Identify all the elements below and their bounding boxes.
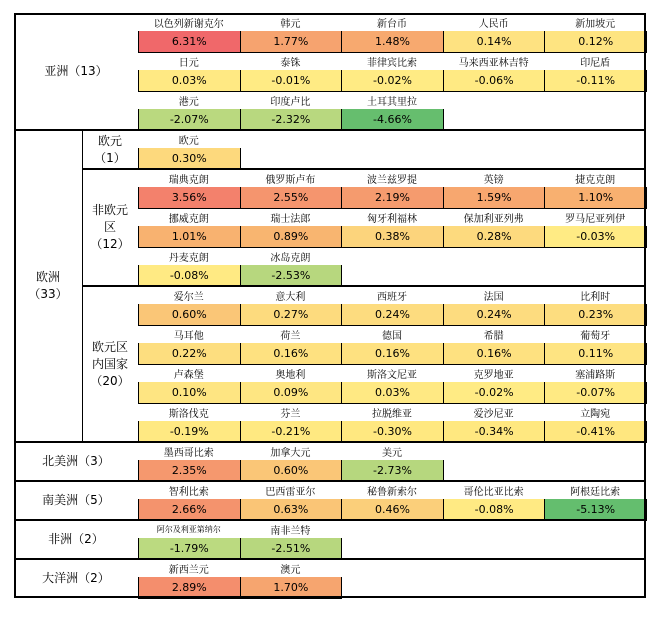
currency-name: 丹麦克朗 <box>168 252 209 264</box>
currency-name: 新加坡元 <box>575 18 616 30</box>
table-outer-border <box>14 13 646 598</box>
change-value-cell: -5.13% <box>544 499 647 521</box>
currency-name: 德国 <box>381 330 402 342</box>
group-label-line: （20） <box>90 373 130 388</box>
change-value-cell: 0.16% <box>341 343 444 365</box>
change-value-cell: 1.70% <box>240 577 343 599</box>
currency-name: 拉脱维亚 <box>371 408 412 420</box>
change-value-cell: 0.14% <box>443 31 546 53</box>
currency-name: 巴西雷亚尔 <box>265 486 316 498</box>
change-value-cell: 6.31% <box>138 31 241 53</box>
currency-name: 阿尔及利亚第纳尔 <box>156 524 221 534</box>
group-label-line: 非洲（2） <box>48 532 104 546</box>
currency-name: 波兰兹罗提 <box>366 174 417 186</box>
group-label-line: 区 <box>103 220 116 234</box>
currency-name: 马耳他 <box>173 330 204 342</box>
group-label-line: 大洋洲（2） <box>42 571 110 585</box>
change-value-cell: 2.55% <box>240 187 343 209</box>
change-value-cell: 0.60% <box>138 304 241 326</box>
change-value-cell: 0.10% <box>138 382 241 404</box>
change-value-cell: -0.06% <box>443 70 546 92</box>
currency-name: 捷克克朗 <box>575 174 616 186</box>
change-value-cell: -2.53% <box>240 265 343 287</box>
currency-name: 美元 <box>381 447 402 459</box>
currency-name: 爱沙尼亚 <box>473 408 514 420</box>
currency-name: 墨西哥比索 <box>163 447 214 459</box>
change-value-cell: 0.27% <box>240 304 343 326</box>
change-value-cell: -0.03% <box>544 226 647 248</box>
change-value-cell: 1.77% <box>240 31 343 53</box>
currency-name: 斯洛伐克 <box>168 408 209 420</box>
group-label-line: 内国家 <box>91 356 128 371</box>
group-label-line: 欧洲 <box>35 270 60 284</box>
change-value-cell: 0.60% <box>240 460 343 482</box>
change-value-cell: -2.73% <box>341 460 444 482</box>
change-value-cell: 0.22% <box>138 343 241 365</box>
change-value-cell: -0.21% <box>240 421 343 443</box>
change-value-cell: -0.11% <box>544 70 647 92</box>
change-value-cell: 0.11% <box>544 343 647 365</box>
currency-name: 智利比索 <box>168 486 209 498</box>
group-label-line: 非欧元 <box>91 203 128 217</box>
currency-name: 以色列新谢克尔 <box>153 18 224 30</box>
change-value-cell: 0.30% <box>138 148 241 170</box>
change-value-cell: 0.46% <box>341 499 444 521</box>
currency-name: 爱尔兰 <box>173 291 204 303</box>
change-value-cell: -2.51% <box>240 538 343 560</box>
group-label-line: （12） <box>90 237 130 251</box>
change-value-cell: 0.24% <box>443 304 546 326</box>
currency-name: 西班牙 <box>376 291 407 303</box>
change-value-cell: -4.66% <box>341 109 444 131</box>
currency-name: 印尼盾 <box>580 57 611 69</box>
change-value-cell: 2.19% <box>341 187 444 209</box>
change-value-cell: -2.07% <box>138 109 241 131</box>
change-value-cell: -0.30% <box>341 421 444 443</box>
change-value-cell: -0.19% <box>138 421 241 443</box>
change-value-cell: 0.09% <box>240 382 343 404</box>
change-value-cell: 1.59% <box>443 187 546 209</box>
change-value-cell: 2.89% <box>138 577 241 599</box>
currency-name: 南非兰特 <box>270 525 311 537</box>
group-label-line: （1） <box>94 150 126 165</box>
change-value-cell: -0.08% <box>138 265 241 287</box>
currency-name: 希腊 <box>483 330 504 342</box>
currency-name: 罗马尼亚列伊 <box>565 213 626 225</box>
change-value-cell: 0.38% <box>341 226 444 248</box>
currency-name: 秘鲁新索尔 <box>366 486 417 498</box>
change-value-cell: 0.63% <box>240 499 343 521</box>
currency-name: 港元 <box>178 96 199 108</box>
change-value-cell: 0.12% <box>544 31 647 53</box>
change-value-cell: -0.07% <box>544 382 647 404</box>
currency-name: 法国 <box>483 291 504 303</box>
currency-name: 泰铢 <box>280 57 301 69</box>
change-value-cell: 1.48% <box>341 31 444 53</box>
currency-name: 冰岛克朗 <box>270 252 311 264</box>
change-value-cell: 0.23% <box>544 304 647 326</box>
currency-name: 奥地利 <box>275 369 306 381</box>
currency-name: 土耳其里拉 <box>366 96 417 108</box>
currency-name: 保加利亚列弗 <box>463 213 524 225</box>
currency-name: 哥伦比亚比索 <box>463 486 524 498</box>
currency-name: 日元 <box>178 57 199 69</box>
currency-name: 瑞典克朗 <box>168 174 209 186</box>
currency-name: 印度卢比 <box>270 96 311 108</box>
change-value-cell: 0.16% <box>443 343 546 365</box>
currency-name: 葡萄牙 <box>580 330 611 342</box>
currency-name: 比利时 <box>580 291 611 303</box>
currency-name: 挪威克朗 <box>168 213 209 225</box>
group-label-line: 北美洲（3） <box>42 454 110 468</box>
currency-name: 阿根廷比索 <box>570 486 621 498</box>
change-value-cell: 0.89% <box>240 226 343 248</box>
change-value-cell: 0.28% <box>443 226 546 248</box>
change-value-cell: 0.16% <box>240 343 343 365</box>
change-value-cell: 0.03% <box>138 70 241 92</box>
group-label-line: 欧元 <box>97 133 122 148</box>
currency-name: 匈牙利福林 <box>366 213 417 225</box>
change-value-cell: -0.34% <box>443 421 546 443</box>
currency-name: 卢森堡 <box>173 369 204 381</box>
currency-name: 克罗地亚 <box>473 369 514 381</box>
currency-name: 瑞士法郎 <box>270 213 311 225</box>
change-value-cell: 2.66% <box>138 499 241 521</box>
currency-name: 韩元 <box>280 18 301 30</box>
change-value-cell: -0.01% <box>240 70 343 92</box>
change-value-cell: 1.01% <box>138 226 241 248</box>
change-value-cell: 0.24% <box>341 304 444 326</box>
currency-name: 新西兰元 <box>168 564 209 576</box>
group-label-line: 欧元区 <box>91 339 128 354</box>
change-value-cell: 2.35% <box>138 460 241 482</box>
currency-name: 塞浦路斯 <box>575 369 616 381</box>
change-value-cell: -0.02% <box>443 382 546 404</box>
change-value-cell: -1.79% <box>138 538 241 560</box>
group-label-line: 亚洲（13） <box>44 64 108 78</box>
currency-name: 新台币 <box>376 18 407 30</box>
currency-name: 立陶宛 <box>580 408 611 420</box>
change-value-cell: -0.08% <box>443 499 546 521</box>
change-value-cell: -2.32% <box>240 109 343 131</box>
currency-name: 人民币 <box>478 18 509 30</box>
change-value-cell: -0.02% <box>341 70 444 92</box>
group-label-line: （33） <box>28 287 68 301</box>
currency-name: 英镑 <box>483 174 504 186</box>
change-value-cell: -0.41% <box>544 421 647 443</box>
change-value-cell: 3.56% <box>138 187 241 209</box>
currency-name: 菲律宾比索 <box>366 57 417 69</box>
currency-name: 澳元 <box>280 564 301 576</box>
currency-name: 芬兰 <box>280 408 301 420</box>
currency-name: 欧元 <box>178 135 199 147</box>
change-value-cell: 1.10% <box>544 187 647 209</box>
currency-name: 斯洛文尼亚 <box>366 369 417 381</box>
change-value-cell: 0.03% <box>341 382 444 404</box>
group-label-line: 南美洲（5） <box>42 493 110 507</box>
currency-name: 荷兰 <box>280 330 301 342</box>
currency-name: 意大利 <box>275 291 306 303</box>
currency-name: 俄罗斯卢布 <box>265 174 316 186</box>
currency-name: 加拿大元 <box>270 447 311 459</box>
currency-name: 马来西亚林吉特 <box>458 57 529 69</box>
